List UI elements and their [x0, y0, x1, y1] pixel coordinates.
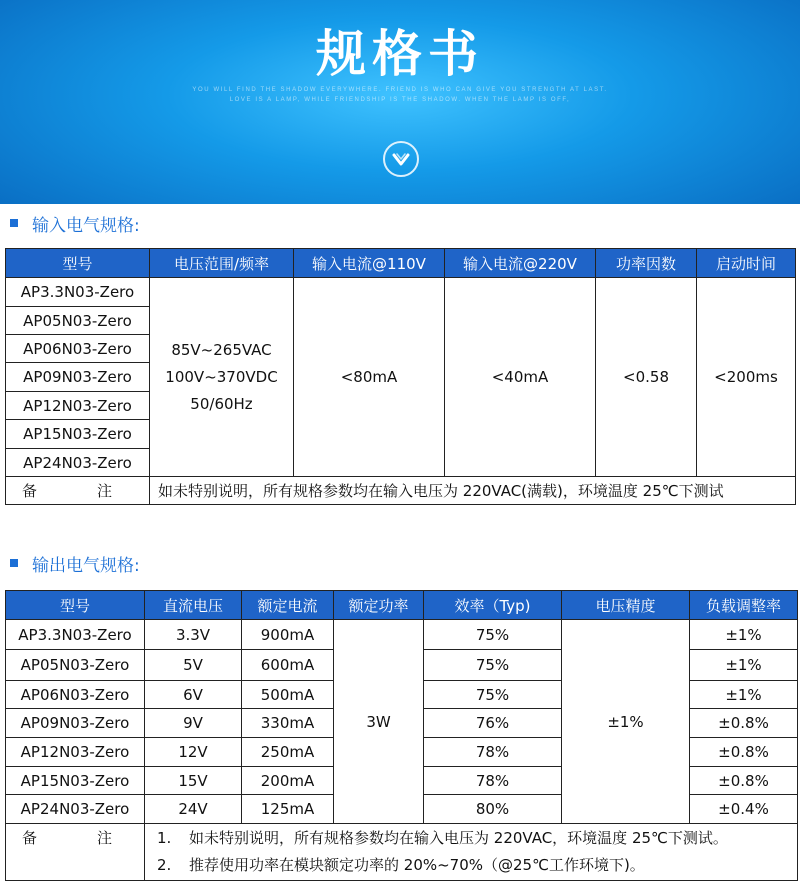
startup-time-cell: <200ms [697, 278, 796, 477]
rated-current-cell: 500mA [242, 681, 334, 709]
dc-voltage-cell: 12V [145, 738, 242, 767]
col-header-current-220: 输入电流@220V [445, 249, 596, 278]
load-regulation-cell: ±0.4% [690, 795, 798, 824]
rated-current-cell: 900mA [242, 620, 334, 650]
remark-label-char-1: 备 [22, 482, 38, 500]
dc-voltage-cell: 6V [145, 681, 242, 709]
voltage-range-cell [150, 278, 294, 477]
dc-voltage-cell: 3.3V [145, 620, 242, 650]
power-factor-cell: <0.58 [596, 278, 697, 477]
square-bullet-icon [10, 559, 18, 567]
chevron-down-circle-icon [383, 141, 419, 177]
model-cell: AP3.3N03-Zero [6, 620, 145, 650]
col-header-power-factor: 功率因数 [596, 249, 697, 278]
input-remark-row [6, 477, 796, 505]
note-number: 2. [157, 856, 172, 874]
rated-current-cell: 125mA [242, 795, 334, 824]
note-text: 如未特别说明，所有规格参数均在输入电压为 220VAC，环境温度 25℃下测试。 [189, 829, 728, 847]
col-header-rated-power: 额定功率 [334, 591, 424, 620]
efficiency-cell: 75% [424, 681, 562, 709]
rated-current-cell: 200mA [242, 767, 334, 795]
model-cell: AP09N03-Zero [6, 363, 150, 392]
dc-voltage-cell: 9V [145, 709, 242, 738]
voltage-range-ac: 85V~265VAC [171, 340, 272, 359]
remark-label [6, 824, 145, 881]
col-header-load-regulation: 负载调整率 [690, 591, 798, 620]
efficiency-cell: 76% [424, 709, 562, 738]
output-section-title: 输出电气规格: [32, 555, 140, 576]
load-regulation-cell: ±1% [690, 681, 798, 709]
model-cell: AP24N03-Zero [6, 449, 150, 477]
output-section-heading [10, 553, 140, 576]
efficiency-cell: 78% [424, 738, 562, 767]
input-remark-text: 如未特别说明，所有规格参数均在输入电压为 220VAC(满载)，环境温度 25℃下测试 [150, 477, 796, 505]
rated-current-cell: 600mA [242, 650, 334, 681]
note-line-1 [157, 825, 795, 852]
input-section-title: 输入电气规格: [32, 215, 140, 236]
efficiency-cell: 80% [424, 795, 562, 824]
remark-label [6, 477, 150, 505]
output-spec-table [5, 590, 798, 881]
col-header-dc-voltage: 直流电压 [145, 591, 242, 620]
efficiency-cell: 75% [424, 620, 562, 650]
col-header-voltage-range: 电压范围/频率 [150, 249, 294, 278]
page-title: 规格书 [316, 25, 484, 83]
table-row [6, 278, 796, 307]
model-cell: AP15N03-Zero [6, 767, 145, 795]
voltage-accuracy-cell: ±1% [562, 620, 690, 824]
input-spec-table [5, 248, 796, 505]
model-cell: AP12N03-Zero [6, 738, 145, 767]
col-header-voltage-accuracy: 电压精度 [562, 591, 690, 620]
model-cell: AP06N03-Zero [6, 335, 150, 363]
col-header-startup-time: 启动时间 [697, 249, 796, 278]
model-cell: AP3.3N03-Zero [6, 278, 150, 307]
load-regulation-cell: ±0.8% [690, 738, 798, 767]
col-header-efficiency: 效率（Typ) [424, 591, 562, 620]
output-table-header [6, 591, 798, 620]
rated-power-cell: 3W [334, 620, 424, 824]
remark-label-char-1: 备 [22, 829, 38, 847]
load-regulation-cell: ±1% [690, 650, 798, 681]
header-banner [0, 0, 800, 204]
model-cell: AP15N03-Zero [6, 420, 150, 449]
load-regulation-cell: ±0.8% [690, 709, 798, 738]
tagline-line-1: YOU WILL FIND THE SHADOW EVERYWHERE. FRIEND IS WHO CAN GIVE YOU STRENGTH AT LAST. [192, 87, 608, 93]
input-table-header [6, 249, 796, 278]
col-header-rated-current: 额定电流 [242, 591, 334, 620]
current-110-cell: <80mA [294, 278, 445, 477]
note-text: 推荐使用功率在模块额定功率的 20%~70%（@25℃工作环境下)。 [189, 856, 645, 874]
model-cell: AP24N03-Zero [6, 795, 145, 824]
dc-voltage-cell: 5V [145, 650, 242, 681]
remark-label-char-2: 注 [97, 482, 113, 500]
current-220-cell: <40mA [445, 278, 596, 477]
output-remark-row [6, 824, 798, 881]
model-cell: AP09N03-Zero [6, 709, 145, 738]
output-remark-notes [145, 824, 798, 881]
dc-voltage-cell: 24V [145, 795, 242, 824]
frequency: 50/60Hz [190, 394, 253, 413]
square-bullet-icon [10, 219, 18, 227]
load-regulation-cell: ±1% [690, 620, 798, 650]
model-cell: AP05N03-Zero [6, 650, 145, 681]
input-section-heading [10, 213, 140, 236]
model-cell: AP05N03-Zero [6, 307, 150, 335]
load-regulation-cell: ±0.8% [690, 767, 798, 795]
note-line-2 [157, 852, 795, 879]
tagline-line-2: LOVE IS A LAMP, WHILE FRIENDSHIP IS THE SHADOW. WHEN THE LAMP IS OFF, [229, 97, 571, 103]
voltage-range-dc: 100V~370VDC [165, 367, 278, 386]
remark-label-char-2: 注 [97, 829, 113, 847]
model-cell: AP06N03-Zero [6, 681, 145, 709]
rated-current-cell: 250mA [242, 738, 334, 767]
col-header-model: 型号 [6, 591, 145, 620]
col-header-current-110: 输入电流@110V [294, 249, 445, 278]
note-number: 1. [157, 829, 172, 847]
col-header-model: 型号 [6, 249, 150, 278]
model-cell: AP12N03-Zero [6, 392, 150, 420]
rated-current-cell: 330mA [242, 709, 334, 738]
efficiency-cell: 75% [424, 650, 562, 681]
efficiency-cell: 78% [424, 767, 562, 795]
table-row [6, 620, 798, 650]
dc-voltage-cell: 15V [145, 767, 242, 795]
